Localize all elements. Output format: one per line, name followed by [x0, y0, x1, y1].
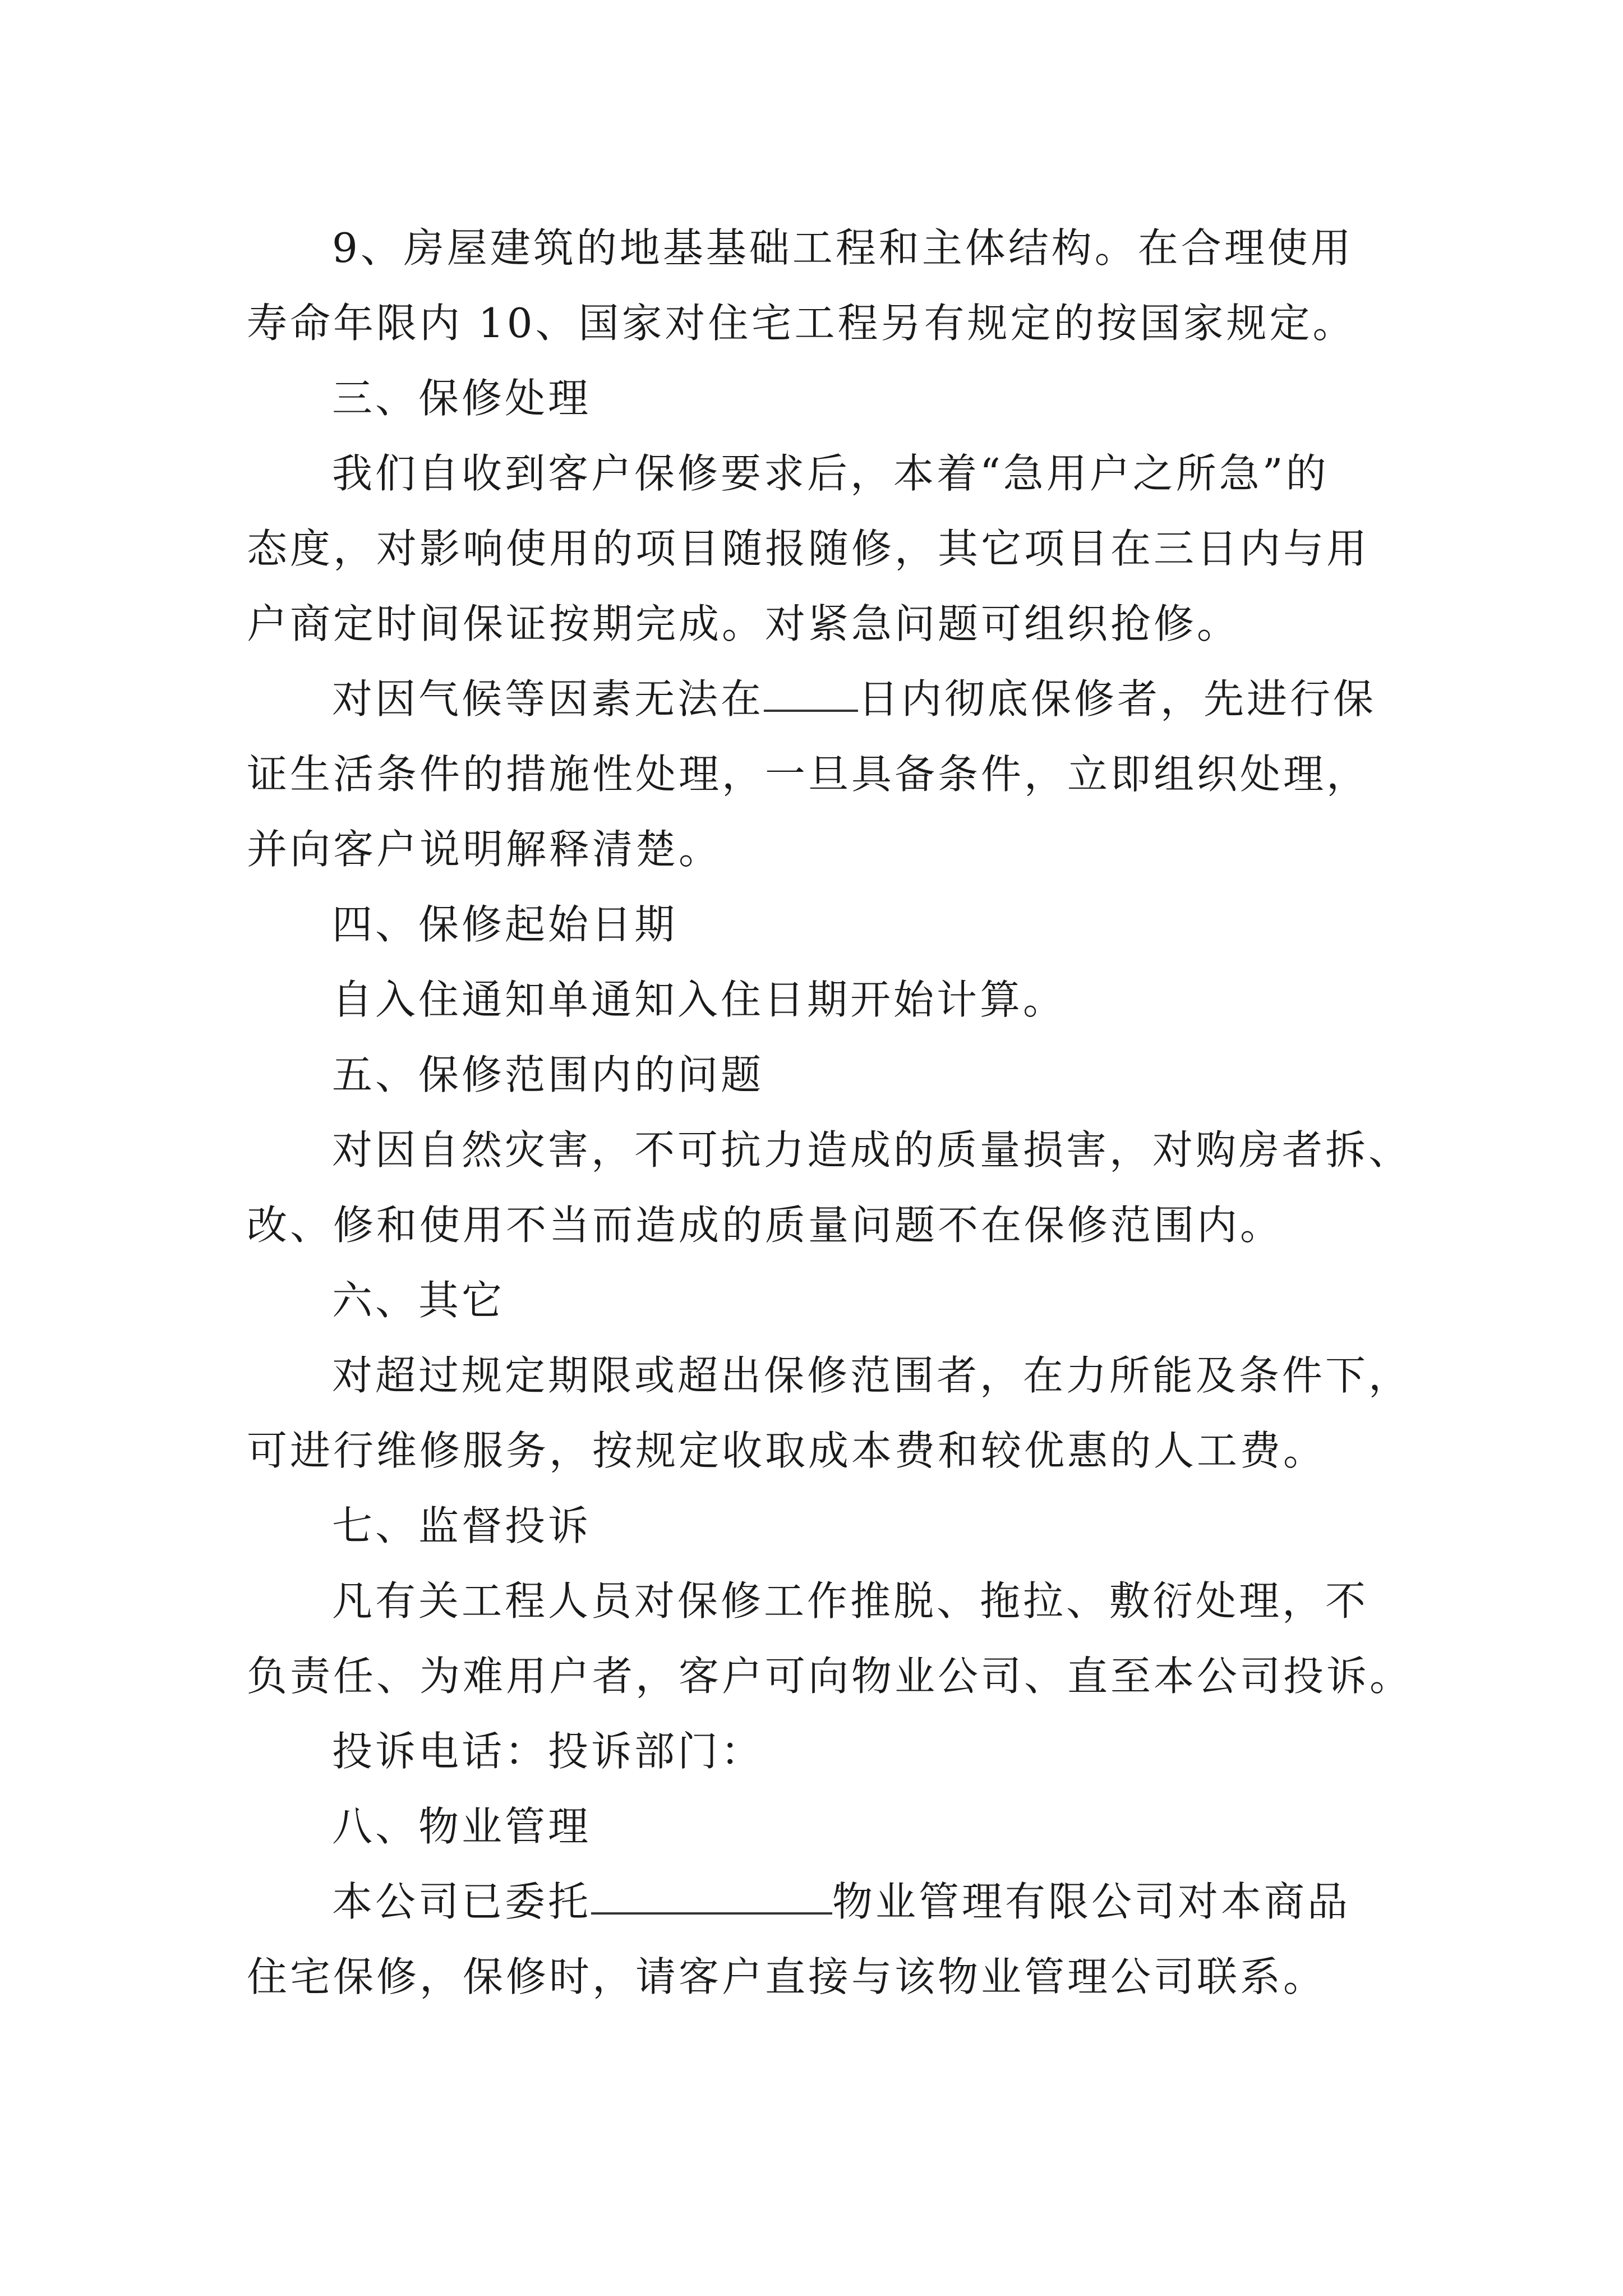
section4-paragraph1: 自入住通知单通知入住日期开始计算。	[332, 976, 1067, 1023]
section7-complaint-contact: 投诉电话：投诉部门：	[332, 1728, 764, 1775]
section8-heading: 八、物业管理	[332, 1803, 592, 1850]
section3-paragraph2-text-after-blank: 日内彻底保修者，先进行保	[858, 675, 1377, 723]
section6-paragraph1-line2: 可进行维修服务，按规定收取成本费和较优惠的人工费。	[247, 1427, 1327, 1474]
document-body	[247, 210, 1413, 2014]
section8-paragraph1-line2: 住宅保修，保修时，请客户直接与该物业管理公司联系。	[247, 1953, 1327, 2000]
section7-paragraph1-line2: 负责任、为难用户者，客户可向物业公司、直至本公司投诉。	[247, 1653, 1413, 1700]
section5-paragraph1-line2: 改、修和使用不当而造成的质量问题不在保修范围内。	[247, 1202, 1284, 1249]
fill-in-blank-company	[591, 1864, 832, 1915]
section6-paragraph1-line1: 对超过规定期限或超出保修范围者，在力所能及条件下，	[332, 1352, 1412, 1399]
section8-paragraph1-line1	[247, 1864, 1385, 1939]
section3-paragraph1-line1: 我们自收到客户保修要求后，本着“急用户之所急”的	[332, 450, 1329, 497]
section8-paragraph1-text-before-blank: 本公司已委托	[332, 1878, 592, 1925]
section3-paragraph2-line2: 证生活条件的措施性处理，一旦具备条件，立即组织处理，	[247, 751, 1370, 798]
section7-paragraph1-line1: 凡有关工程人员对保修工作推脱、拖拉、敷衍处理，不	[332, 1577, 1369, 1625]
item9-line2: 寿命年限内 10、国家对住宅工程另有规定的按国家规定。	[247, 300, 1356, 347]
section3-paragraph2-line1	[247, 661, 1385, 737]
section3-heading: 三、保修处理	[332, 375, 592, 422]
section8-paragraph1-text-after-blank: 物业管理有限公司对本商品	[832, 1878, 1351, 1925]
section4-heading: 四、保修起始日期	[332, 901, 678, 948]
section5-paragraph1-line1: 对因自然灾害，不可抗力造成的质量损害，对购房者拆、	[332, 1126, 1412, 1174]
fill-in-blank-days	[764, 661, 858, 712]
section6-heading: 六、其它	[332, 1277, 505, 1324]
section3-paragraph2-line3: 并向客户说明解释清楚。	[247, 826, 722, 873]
section3-paragraph1-line3: 户商定时间保证按期完成。对紧急问题可组织抢修。	[247, 600, 1241, 647]
item9-line1: 9、房屋建筑的地基基础工程和主体结构。在合理使用	[332, 224, 1354, 272]
section5-heading: 五、保修范围内的问题	[332, 1051, 764, 1098]
section7-heading: 七、监督投诉	[332, 1502, 592, 1549]
section3-paragraph1-line2: 态度，对影响使用的项目随报随修，其它项目在三日内与用	[247, 525, 1370, 572]
section3-paragraph2-text-before-blank: 对因气候等因素无法在	[332, 675, 764, 723]
